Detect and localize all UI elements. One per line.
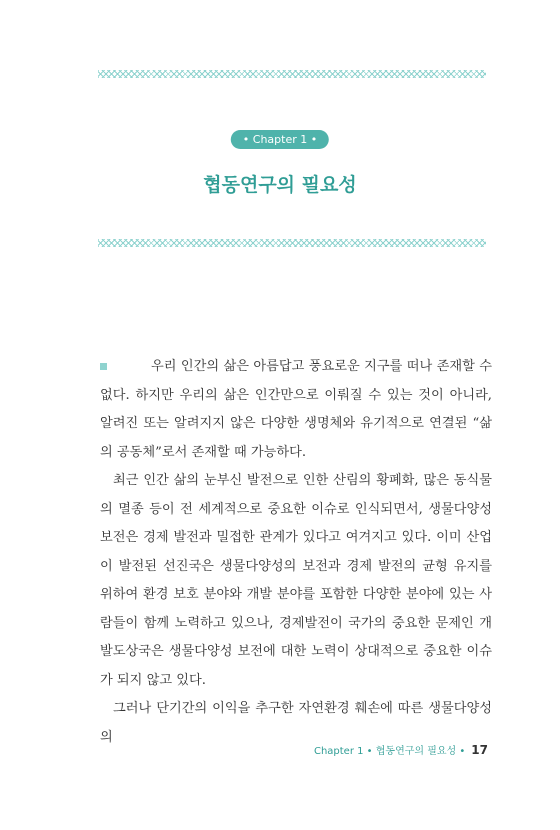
paragraph-2: 최근 인간 삶의 눈부신 발전으로 인한 산림의 황폐화, 많은 동식물의 멸종 등이 전 세계적으로 중요한 이슈로 인식되면서, 생물다양성 보전은 경제 발전과 밀접한 관계가 있다고 여겨지고 있다. 이미 산업이 발전된 선진국은 생물다양성의 보전과 경제 발전의 균형 유지를 위하여 환경 보호 분야와 개발 분야를 포함한 다양한 분야에 있는 사람들이 함께 노력하고 있으나, 경제발전이 국가의 중요한 문제인 개발도상국은 생물다양성 보전에 대한 노력이 상대적으로 중요한 이슈가 되지 않고 있다. <box>100 473 492 688</box>
chapter-title: 협동연구의 필요성 <box>203 174 357 196</box>
bottom-decorative-border <box>98 239 486 247</box>
chapter-label-badge: • Chapter 1 • <box>231 130 329 149</box>
running-title: Chapter 1 • 협동연구의 필요성 • <box>313 746 466 757</box>
paragraph-1 <box>100 353 492 467</box>
paragraph-3: 그러나 단기간의 이익을 추구한 자연환경 훼손에 따른 생물다양성의 <box>100 701 492 745</box>
body-text <box>100 353 492 752</box>
page-number: 17 <box>471 743 488 757</box>
square-bullet-icon <box>100 363 107 370</box>
paragraph-1-text: 우리 인간의 삶은 아름답고 풍요로운 지구를 떠나 존재할 수 없다. 하지만 우리의 삶은 인간만으로 이뤄질 수 있는 것이 아니라, 알려진 또는 알려지지 않은 다양한 생명체와 유기적으로 연결된 “삶의 공동체”로서 존재할 때 가능하다. <box>100 359 492 460</box>
page-footer <box>314 742 488 757</box>
top-decorative-border <box>98 70 486 78</box>
